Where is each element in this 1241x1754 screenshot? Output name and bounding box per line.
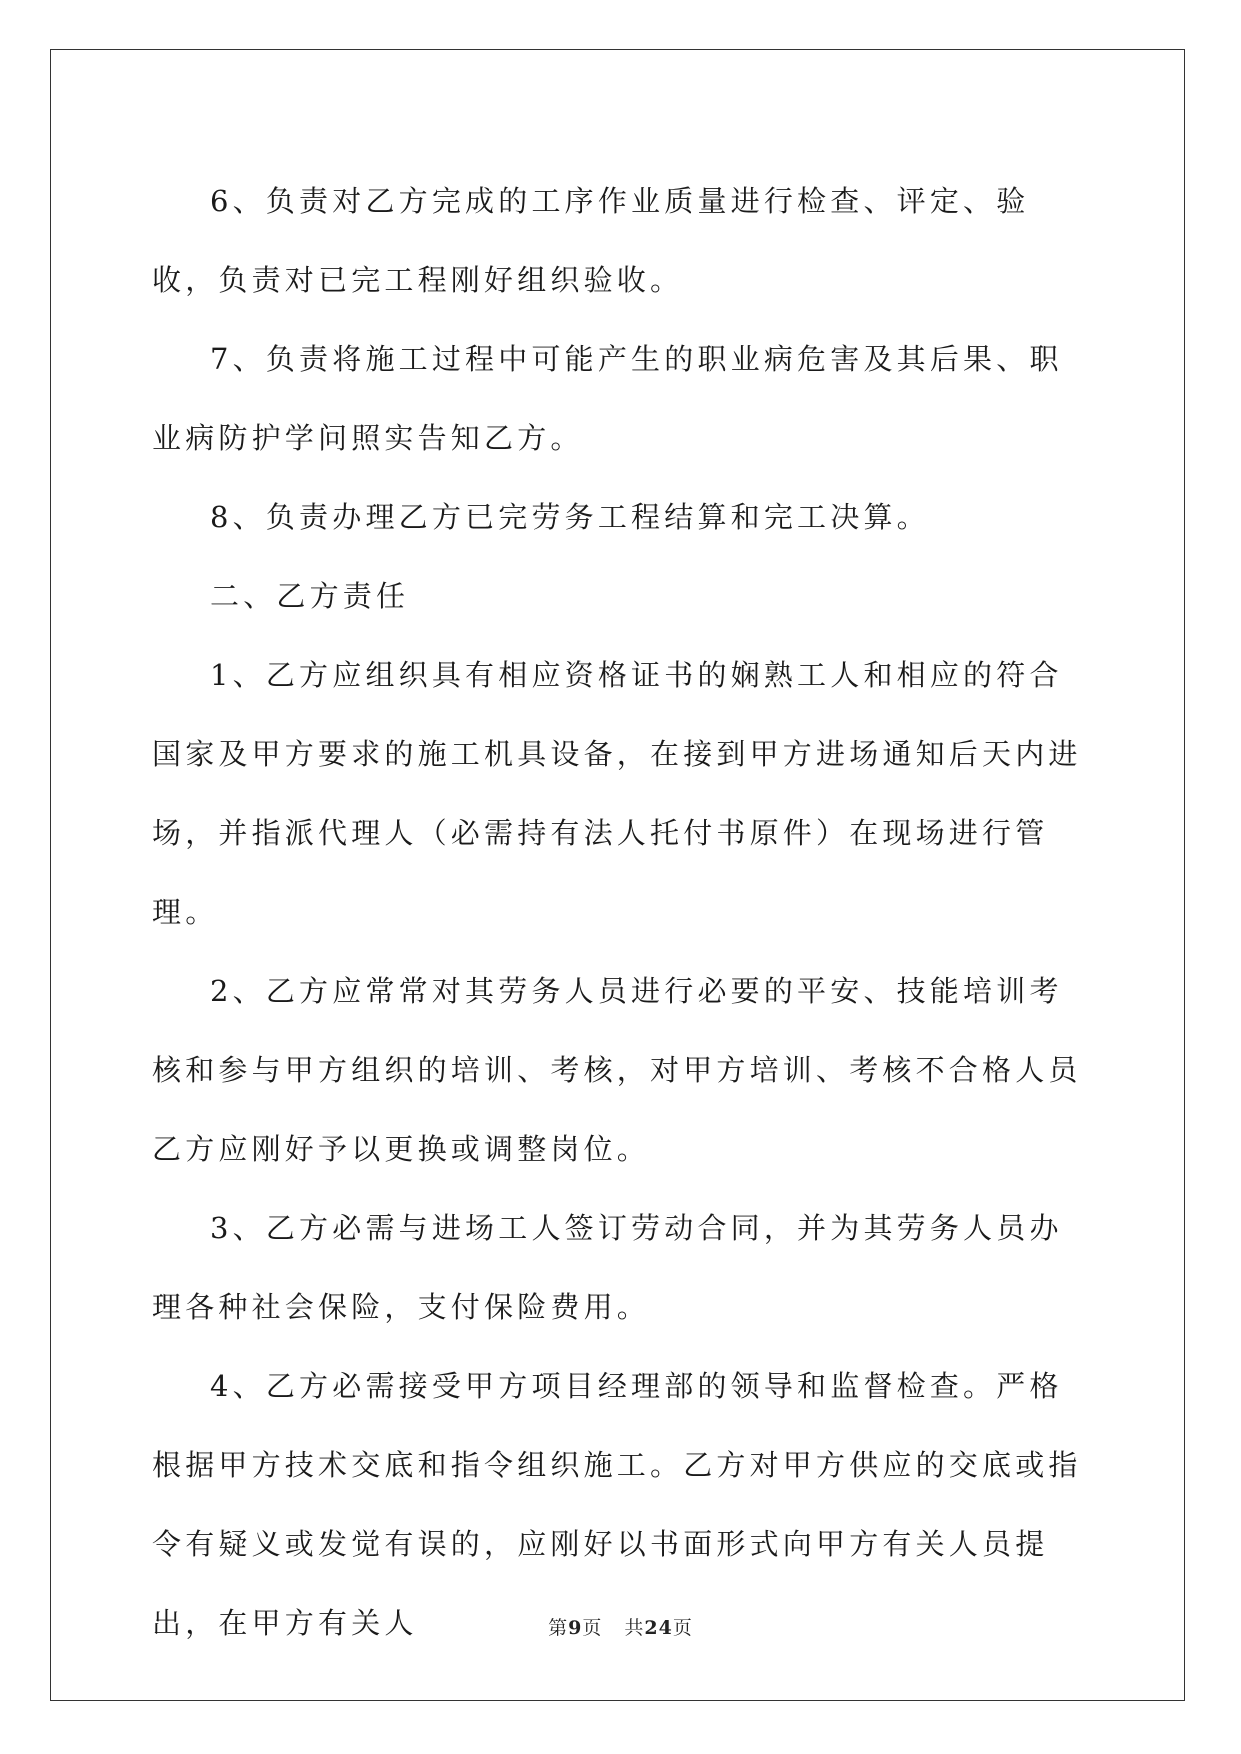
document-body [152, 162, 1087, 1663]
section-heading-party-b: 二、乙方责任 [210, 579, 410, 613]
paragraph-item-b2: 2、乙方应常常对其劳务人员进行必要的平安、技能培训考核和参与甲方组织的培训、考核，对甲方培训、考核不合格人员乙方应刚好予以更换或调整岗位。 [152, 974, 1082, 1166]
page-suffix: 页 [582, 1617, 603, 1639]
paragraph-item-8: 8、负责办理乙方已完劳务工程结算和完工决算。 [210, 500, 930, 534]
paragraph-item-b4: 4、乙方必需接受甲方项目经理部的领导和监督检查。严格根据甲方技术交底和指令组织施工。乙方对甲方供应的交底或指令有疑义或发觉有误的，应刚好以书面形式向甲方有关人员提出，在甲方有关人 [152, 1369, 1082, 1640]
page-footer [0, 1616, 1241, 1640]
paragraph-item-b3: 3、乙方必需与进场工人签订劳动合同，并为其劳务人员办理各种社会保险，支付保险费用。 [152, 1211, 1063, 1324]
page-prefix: 第 [548, 1617, 569, 1639]
page-number: 9 [568, 1617, 583, 1639]
total-prefix: 共 [624, 1617, 645, 1639]
total-suffix: 页 [672, 1617, 693, 1639]
paragraph-item-b1: 1、乙方应组织具有相应资格证书的娴熟工人和相应的符合国家及甲方要求的施工机具设备，在接到甲方进场通知后天内进场，并指派代理人（必需持有法人托付书原件）在现场进行管理。 [152, 658, 1082, 929]
paragraph-item-6: 6、负责对乙方完成的工序作业质量进行检查、评定、验收，负责对已完工程刚好组织验收。 [152, 184, 1030, 297]
total-pages: 24 [644, 1617, 673, 1639]
paragraph-item-7: 7、负责将施工过程中可能产生的职业病危害及其后果、职业病防护学问照实告知乙方。 [152, 342, 1063, 455]
